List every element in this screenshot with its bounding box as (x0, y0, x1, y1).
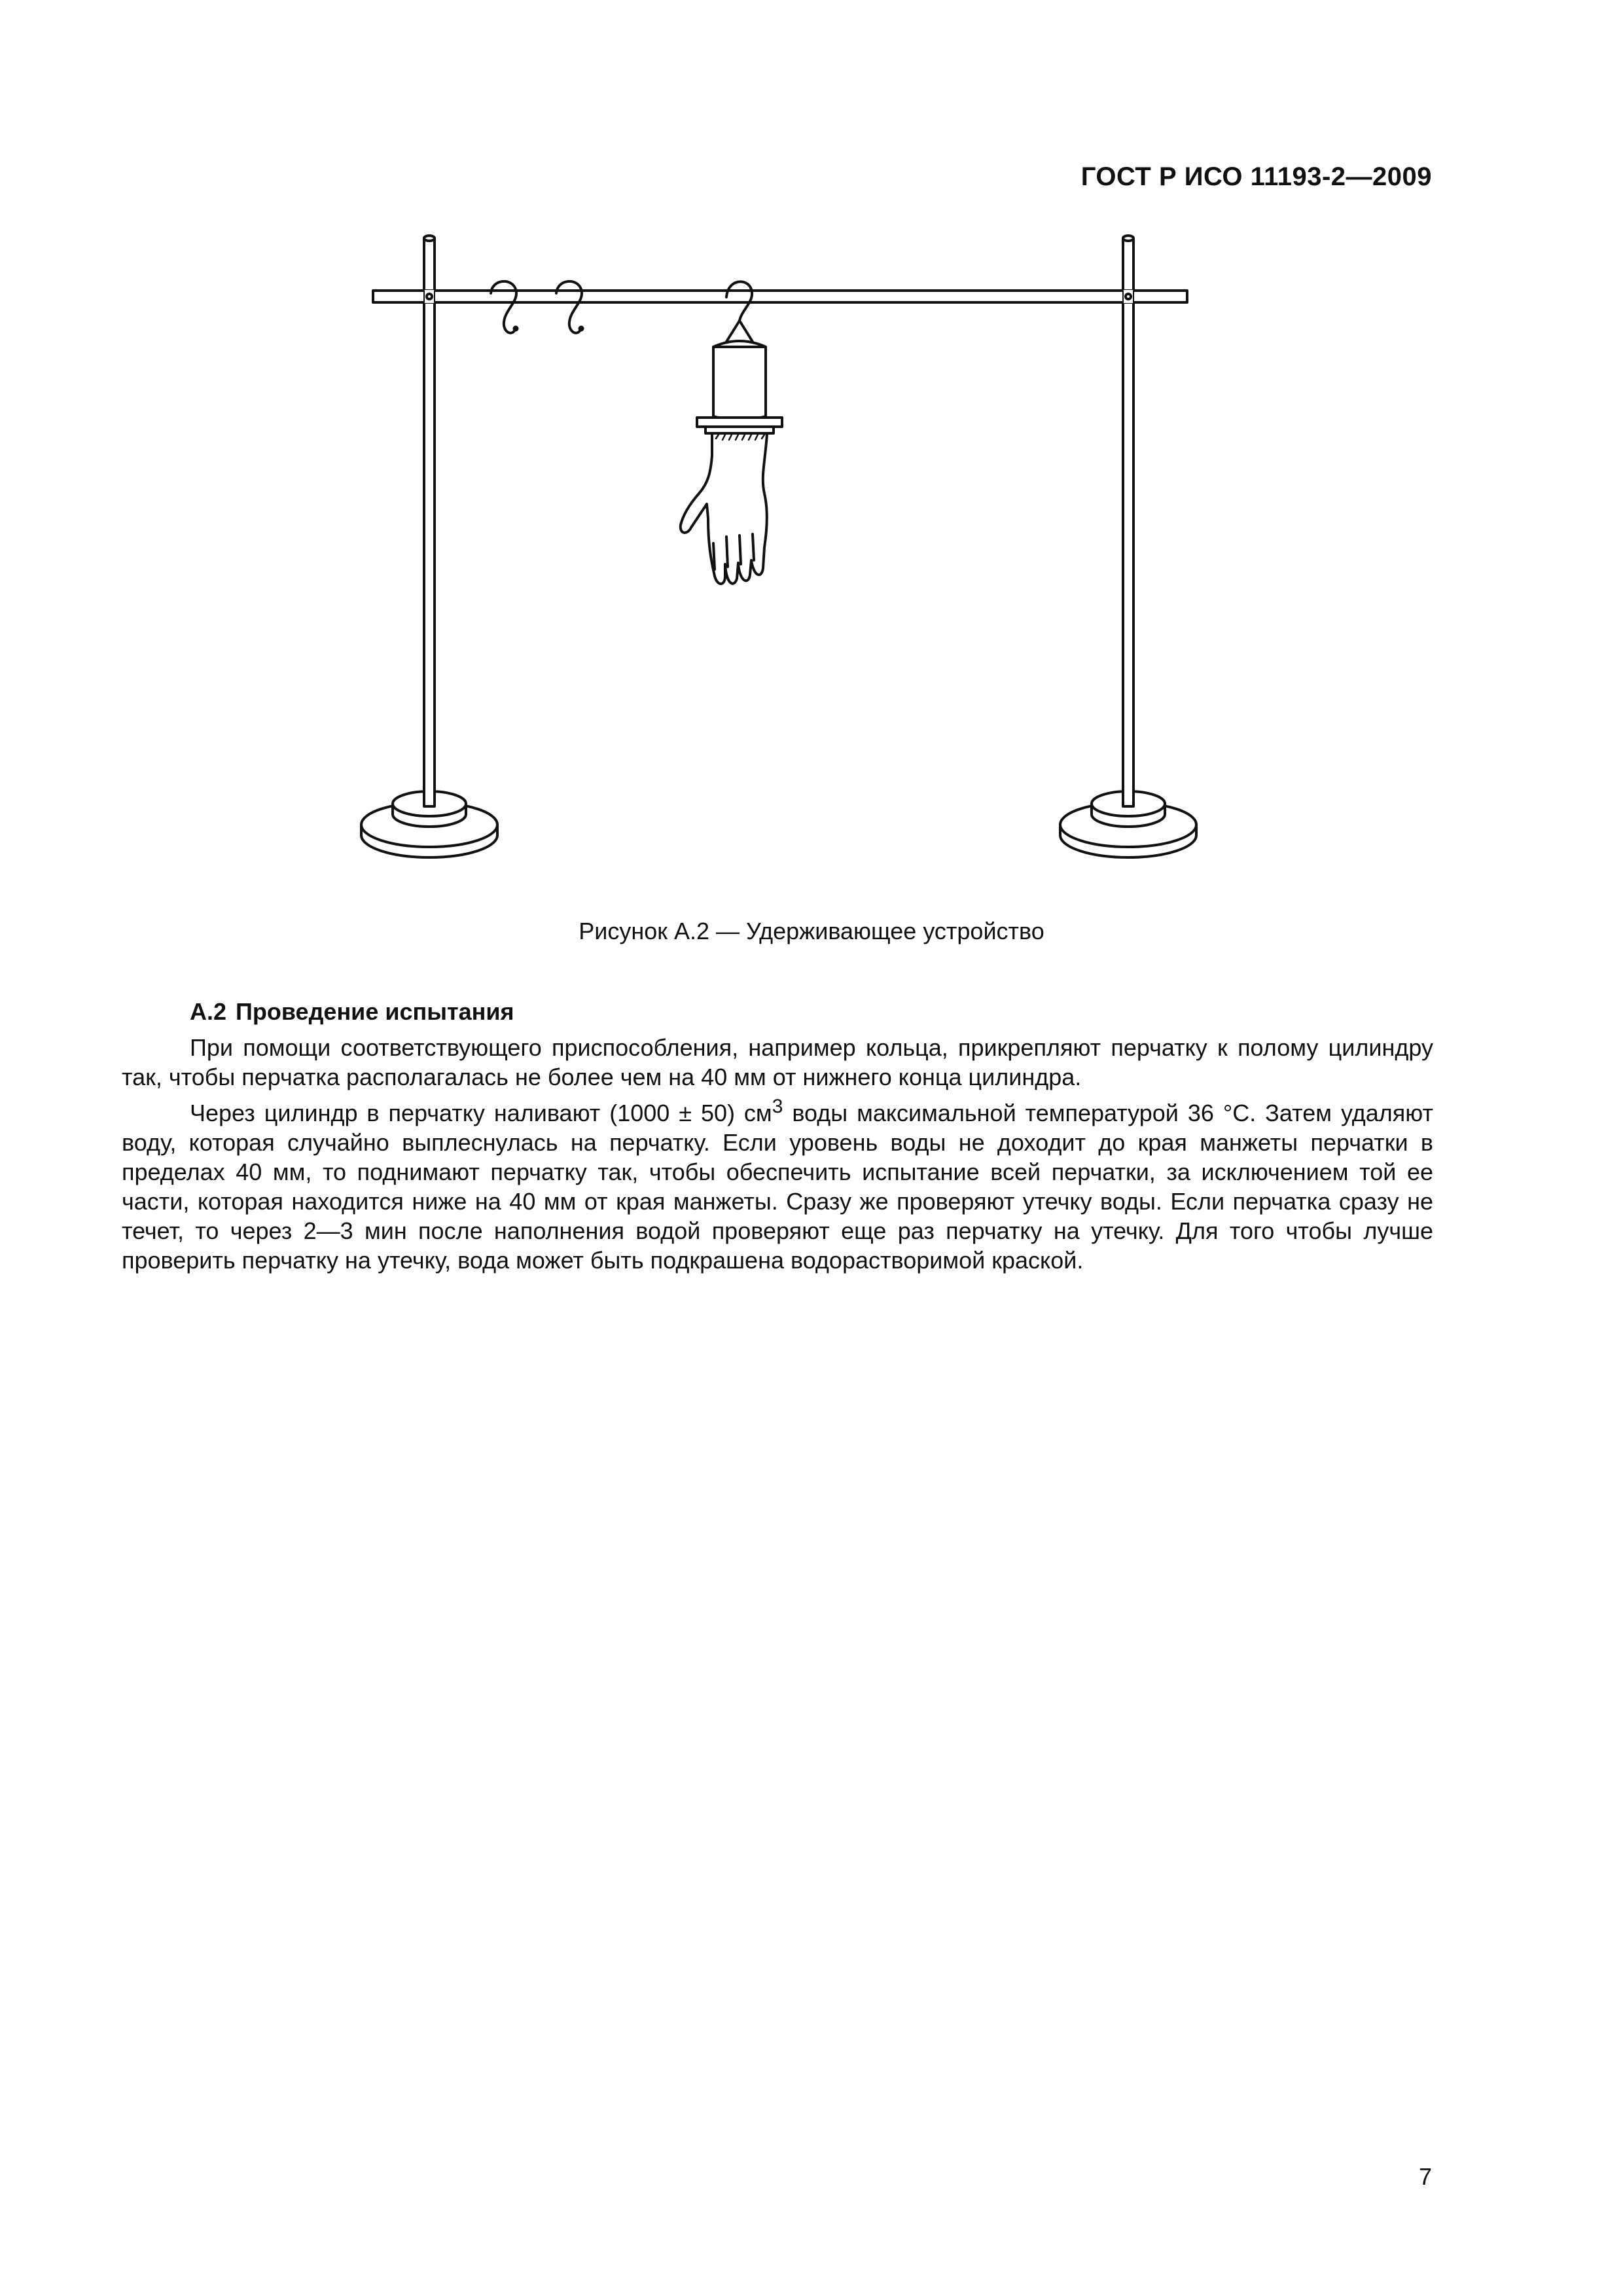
crossbar (373, 290, 1187, 303)
paragraph-2-part-2: воды максимальной температурой 36 °С. Затем удаляют воду, которая случайно выплеснулась на перчатку. Если уровень воды не доходит до края манжеты перчатки в пределах 40 мм, то поднимают перчатку так, чтобы обеспечить испытание всей перчатки, за исключением той ее части, которая находится ниже на 40 мм от края манжеты. Сразу же проверяют утечку воды. Если перчатка сразу не течет, то через 2—3 мин после наполнения водой проверяют еще раз перчатку на утечку. Для того чтобы лучше проверить перчатку на утечку, вода может быть подкрашена водорастворимой краской. (122, 1100, 1433, 1274)
section-title: Проведение испытания (236, 998, 514, 1025)
paragraph-2-part-1: Через цилиндр в перчатку наливают (1000 ± 50) см (190, 1100, 772, 1126)
hollow-cylinder (713, 321, 766, 420)
paragraph-2 (122, 1092, 1433, 1275)
glove (681, 433, 767, 584)
section-number: А.2 (190, 998, 227, 1025)
section-heading (190, 998, 514, 1026)
right-pole (1123, 236, 1133, 806)
s-hook-1 (491, 281, 518, 333)
left-pole (424, 236, 435, 806)
holding-device-figure (340, 229, 1257, 877)
page-number: 7 (1418, 2163, 1432, 2190)
fastening-ring (697, 418, 782, 433)
superscript-cubic: 3 (772, 1096, 783, 1117)
paragraph-1: При помощи соответствующего приспособления, например кольца, прикрепляют перчатку к полому цилиндру так, чтобы перчатка располагалась не более чем на 40 мм от нижнего конца цилиндра. (122, 1034, 1433, 1090)
figure-caption: Рисунок А.2 — Удерживающее устройство (579, 918, 1044, 944)
section-body (122, 1033, 1433, 1275)
s-hook-2 (556, 281, 583, 333)
document-header-code: ГОСТ Р ИСО 11193-2—2009 (1080, 162, 1432, 191)
